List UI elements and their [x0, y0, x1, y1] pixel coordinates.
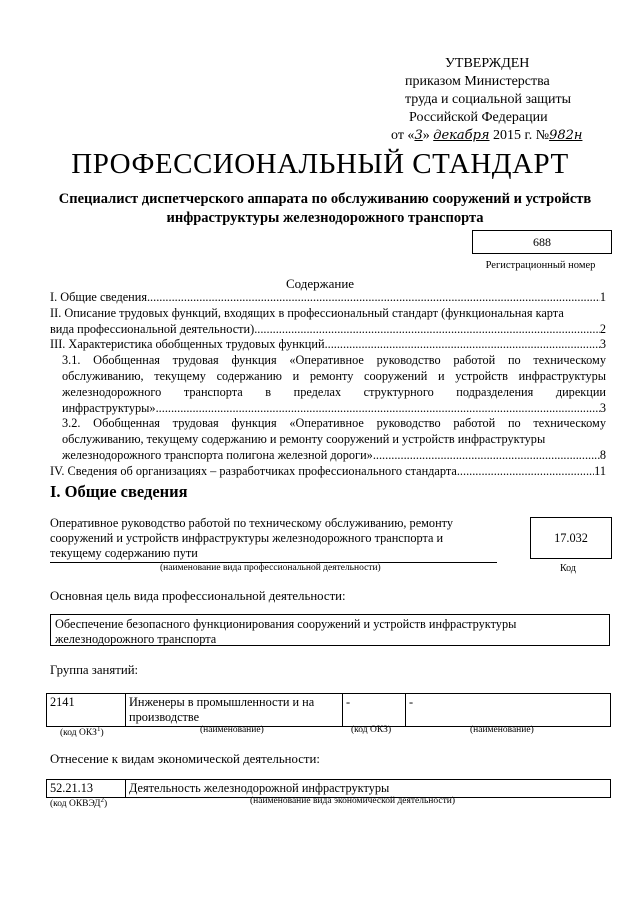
okved-label: (код ОКВЭД$^2$) [50, 796, 108, 810]
date-month: декабря [433, 128, 490, 143]
table-row [47, 780, 611, 798]
registration-number: 688 [472, 230, 612, 254]
okz-name-cell: Инженеры в промышленности и на производстве [126, 694, 343, 727]
activity-code: 17.032 [530, 517, 612, 559]
okz-label: (код ОКЗ$^1$) [60, 725, 104, 739]
approval-line-3: труда и социальной защиты [405, 92, 571, 107]
goal-text: Обеспечение безопасного функционирования сооружений и устройств инфраструктуры железнодорожного транспорта [50, 614, 610, 646]
name-label: (наименование) [200, 725, 264, 735]
name-label-2: (наименование) [470, 725, 534, 735]
activity-name: Оперативное руководство работой по техническому обслуживанию, ремонту сооружений и устройств инфраструктуры железнодорожного транспорта и текущему содержанию пути [50, 516, 454, 560]
registration-label: Регистрационный номер [485, 260, 596, 271]
group-label: Группа занятий: [50, 663, 139, 677]
code-label: Код [560, 563, 576, 574]
toc-item[interactable]: I. Общие сведения ..... 1 [50, 290, 606, 306]
okved-code-cell: 52.21.13 [47, 780, 126, 798]
document-title: ПРОФЕССИОНАЛЬНЫЙ СТАНДАРТ [71, 148, 569, 180]
toc-item[interactable]: 3.2. Обобщенная трудовая функция «Оперативное руководство работой по техническому обслуживанию, текущему содержанию и ремонту сооружений и устройств инфраструктуры железнодорожного транспорта полигона железной дороги» ..... 8 [50, 416, 606, 463]
okz-name-cell: - [406, 694, 611, 727]
activity-name-label: (наименование вида профессиональной деятельности) [160, 563, 381, 573]
date-year: 2015 г. № [493, 128, 550, 143]
goal-label: Основная цель вида профессиональной деятельности: [50, 589, 346, 603]
table-row [47, 694, 611, 727]
okz-label-2: (код ОКЗ) [351, 725, 392, 735]
contents-heading: Содержание [285, 276, 355, 291]
approval-line-4: Российской Федерации [409, 110, 548, 125]
approval-date-line [391, 127, 615, 145]
okz-code-cell: - [343, 694, 406, 727]
order-number: 982н [549, 128, 583, 143]
okved-name-cell: Деятельность железнодорожной инфраструктуры [126, 780, 611, 798]
table-of-contents [50, 290, 606, 480]
document-subtitle: Специалист диспетчерского аппарата по обслуживанию сооружений и устройств инфраструктуры железнодорожного транспорта [58, 191, 592, 226]
toc-item[interactable]: II. Описание трудовых функций, входящих в профессиональный стандарт (функциональная карта вида профессиональной деятельности) ..... 2 [50, 306, 606, 338]
date-prefix: от « [391, 128, 415, 143]
occupation-table [46, 693, 611, 727]
okz-code-cell: 2141 [47, 694, 126, 727]
approval-line-1: УТВЕРЖДЕН [445, 56, 530, 71]
okved-heading: Отнесение к видам экономической деятельности: [50, 752, 320, 766]
section-heading: I. Общие сведения [50, 482, 188, 501]
approval-block [391, 55, 615, 145]
approval-line-2: приказом Министерства [405, 74, 550, 89]
date-mid: » [422, 128, 430, 143]
toc-item[interactable]: III. Характеристика обобщенных трудовых функций ..... 3 [50, 337, 606, 353]
toc-item[interactable]: 3.1. Обобщенная трудовая функция «Оперативное руководство работой по техническому обслуживанию, текущему содержанию и ремонту сооружений и устройств инфраструктуры железнодорожного транспорта в пределах структурного подразделения дирекции инфраструктуры» ..... 3 [50, 353, 606, 416]
okved-name-label: (наименование вида экономической деятельности) [250, 796, 455, 806]
date-day: 3 [414, 128, 423, 143]
toc-item[interactable]: IV. Сведения об организациях – разработчиках профессионального стандарта ..... 11 [50, 464, 606, 480]
